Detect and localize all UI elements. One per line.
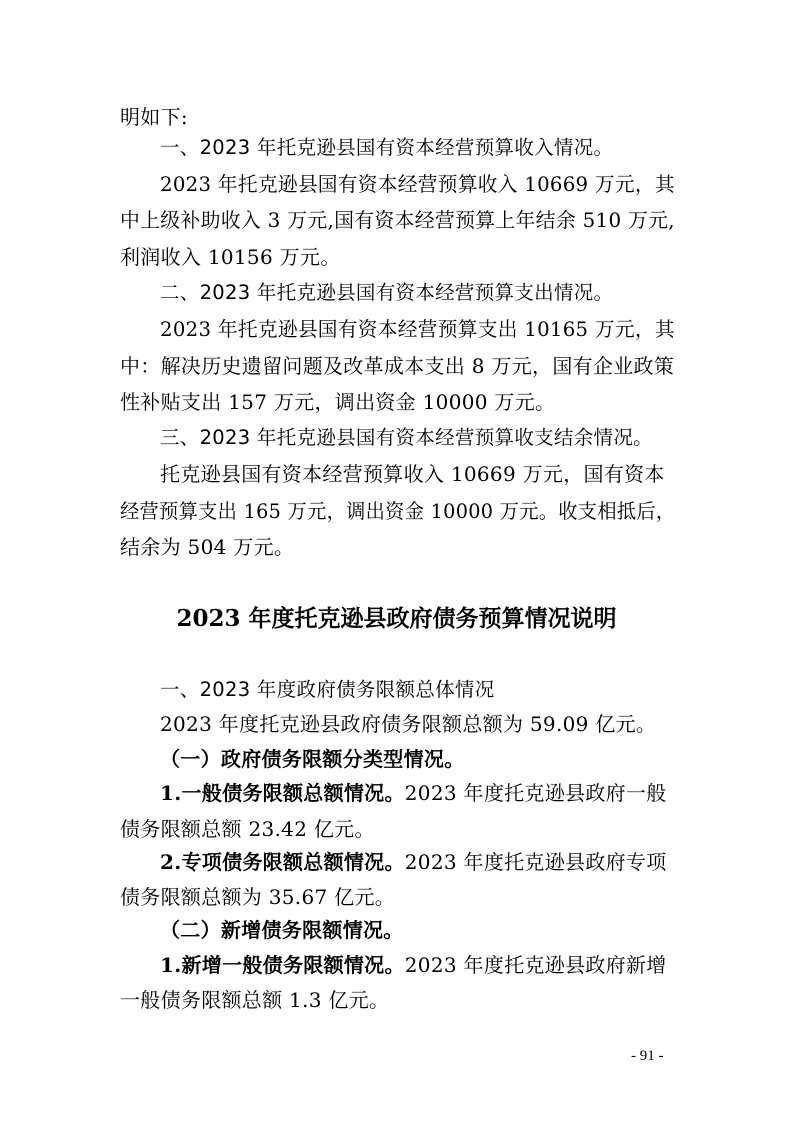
paragraph-line: 2023 年托克逊县国有资本经营预算支出 10165 万元，其 bbox=[160, 317, 675, 341]
subsection-heading: （二）新增债务限额情况。 bbox=[160, 918, 404, 942]
paragraph-line: 性补贴支出 157 万元，调出资金 10000 万元。 bbox=[120, 390, 556, 414]
list-item-label: 1.一般债务限额总额情况。 bbox=[160, 781, 405, 805]
list-item-text: 2023 年度托克逊县政府一般 bbox=[404, 781, 667, 805]
list-item-text: 2023 年度托克逊县政府新增 bbox=[404, 953, 667, 977]
intro-line: 明如下: bbox=[120, 105, 188, 129]
list-item bbox=[160, 951, 667, 979]
page-number: - 91 - bbox=[631, 1048, 664, 1064]
list-item bbox=[160, 848, 667, 876]
list-item bbox=[160, 779, 667, 807]
list-item-label: 2.专项债务限额总额情况。 bbox=[160, 850, 405, 874]
paragraph-line: 2023 年度托克逊县政府债务限额总额为 59.09 亿元。 bbox=[160, 712, 657, 736]
paragraph-line: 中上级补助收入 3 万元,国有资本经营预算上年结余 510 万元, bbox=[120, 208, 675, 232]
list-item-text: 2023 年度托克逊县政府专项 bbox=[404, 850, 667, 874]
paragraph-line: 2023 年托克逊县国有资本经营预算收入 10669 万元，其 bbox=[160, 172, 675, 196]
paragraph-line: 经营预算支出 165 万元，调出资金 10000 万元。收支相抵后， bbox=[120, 499, 676, 523]
section-heading-expenditure: 二、2023 年托克逊县国有资本经营预算支出情况。 bbox=[160, 281, 614, 304]
paragraph-line: 债务限额总额 23.42 亿元。 bbox=[120, 817, 375, 841]
section-heading-revenue: 一、2023 年托克逊县国有资本经营预算收入情况。 bbox=[160, 136, 614, 159]
paragraph-line: 一般债务限额总额 1.3 亿元。 bbox=[120, 988, 390, 1012]
list-item-label: 1.新增一般债务限额情况。 bbox=[160, 953, 405, 977]
paragraph-line: 中：解决历史遗留问题及改革成本支出 8 万元，国有企业政策 bbox=[120, 354, 675, 378]
subsection-heading: （一）政府债务限额分类型情况。 bbox=[160, 747, 465, 771]
section-heading-balance: 三、2023 年托克逊县国有资本经营预算收支结余情况。 bbox=[160, 426, 653, 449]
section-title: 2023 年度托克逊县政府债务预算情况说明 bbox=[176, 605, 617, 632]
paragraph-line: 利润收入 10156 万元。 bbox=[120, 245, 341, 269]
paragraph-line: 托克逊县国有资本经营预算收入 10669 万元，国有资本 bbox=[160, 462, 665, 486]
section-heading-debt-limit: 一、2023 年度政府债务限额总体情况 bbox=[160, 678, 495, 701]
paragraph-line: 结余为 504 万元。 bbox=[120, 535, 295, 559]
paragraph-line: 债务限额总额为 35.67 亿元。 bbox=[120, 885, 396, 909]
